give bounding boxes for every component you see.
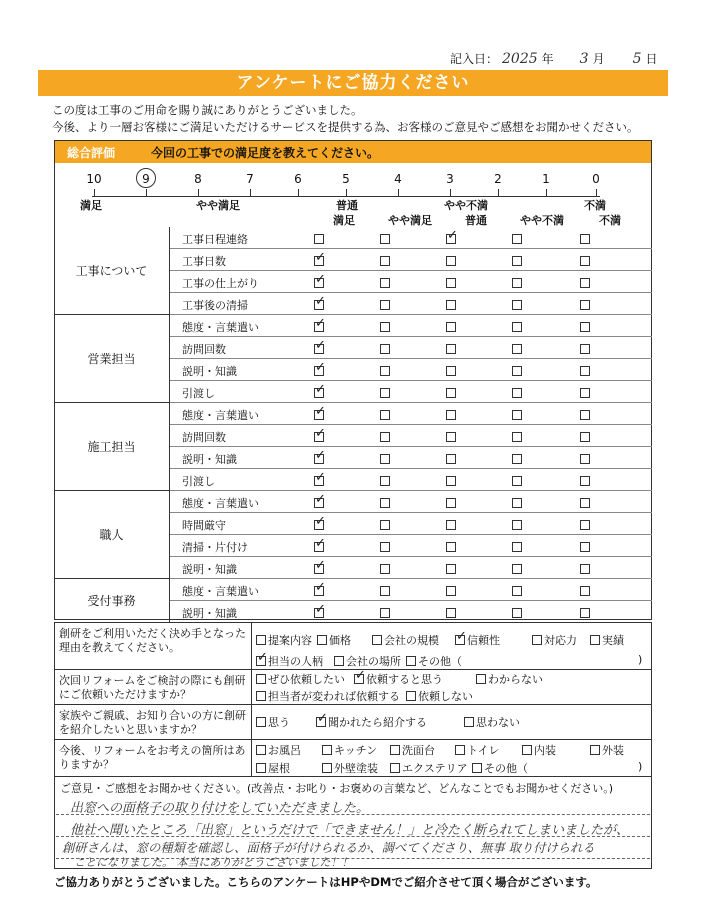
checkbox-square[interactable] — [464, 717, 474, 727]
rating-checkbox[interactable] — [580, 476, 590, 486]
satisfaction-label: 総合評価 — [67, 146, 116, 160]
option-label: キッチン — [334, 744, 378, 757]
option-checkbox[interactable] — [522, 742, 556, 758]
scale-tick — [498, 189, 499, 197]
option-label: その他（ — [484, 762, 528, 775]
date-year-unit: 年 — [541, 52, 554, 66]
rating-checkbox[interactable] — [512, 564, 522, 574]
option-checkbox[interactable] — [354, 671, 443, 687]
checkbox-square[interactable] — [256, 656, 266, 666]
checkbox-square[interactable] — [256, 745, 266, 755]
question-text: 創研をご利用いただく決め手となった理由を教えてください。 — [59, 627, 246, 654]
rating-checkbox[interactable] — [314, 322, 324, 332]
option-checkbox[interactable] — [406, 688, 473, 704]
rating-checkbox[interactable] — [314, 278, 324, 288]
option-checkbox[interactable] — [256, 760, 290, 776]
scale-number[interactable]: 7 — [246, 172, 254, 186]
scale-tick — [596, 189, 597, 197]
rating-checkbox[interactable] — [314, 564, 324, 574]
date-day[interactable]: 5 — [632, 51, 642, 67]
scale-tick — [250, 189, 251, 197]
checkbox-square[interactable] — [390, 763, 400, 773]
option-checkbox[interactable] — [455, 632, 500, 648]
option-label: エクステリア — [402, 762, 468, 775]
checkbox-square[interactable] — [390, 745, 400, 755]
rating-checkbox[interactable] — [580, 498, 590, 508]
checkbox-square[interactable] — [256, 691, 266, 701]
scale-label: 不満 — [584, 199, 606, 212]
scale-tick — [146, 189, 147, 197]
column-header: やや満足 — [388, 214, 432, 227]
checkbox-square[interactable] — [372, 635, 382, 645]
option-label: わからない — [488, 673, 543, 686]
checkbox-square[interactable] — [532, 635, 542, 645]
rating-checkbox[interactable] — [580, 278, 590, 288]
option-checkbox[interactable] — [316, 714, 427, 730]
option-label: ぜひ依頼したい — [268, 673, 345, 686]
scale-number[interactable]: 4 — [394, 172, 402, 186]
checkbox-square[interactable] — [316, 717, 326, 727]
comment-text[interactable]: 出窓への面格子の取り付けをしていただきました。 — [70, 801, 370, 816]
rating-checkbox[interactable] — [446, 366, 456, 376]
rating-checkbox[interactable] — [580, 564, 590, 574]
checkbox-square[interactable] — [256, 717, 266, 727]
rating-checkbox[interactable] — [446, 564, 456, 574]
rating-checkbox[interactable] — [446, 322, 456, 332]
footer-note: ご協力ありがとうございました。こちらのアンケートはHPやDMでご紹介させて頂く場合がございます。 — [54, 875, 598, 889]
question-text: 今後、リフォームをお考えの箇所はありますか？ — [59, 744, 246, 771]
row-label: 時間厳守 — [182, 519, 226, 532]
rating-checkbox[interactable] — [314, 542, 324, 552]
option-checkbox[interactable] — [476, 671, 543, 687]
checkbox-square[interactable] — [590, 635, 600, 645]
date-label: 記入日： — [450, 52, 499, 66]
option-checkbox[interactable] — [322, 760, 378, 776]
table-row — [170, 271, 652, 293]
rating-checkbox[interactable] — [446, 234, 456, 244]
option-label: 担当者が変われば依頼する — [268, 690, 400, 703]
rating-checkbox[interactable] — [512, 498, 522, 508]
rating-checkbox[interactable] — [380, 344, 390, 354]
rating-checkbox[interactable] — [446, 542, 456, 552]
question-divider — [251, 670, 252, 704]
checkbox-square[interactable] — [590, 745, 600, 755]
rating-checkbox[interactable] — [380, 454, 390, 464]
option-label: 価格 — [329, 634, 351, 647]
row-label: 態度・言葉遣い — [182, 585, 259, 598]
rating-checkbox[interactable] — [314, 454, 324, 464]
rating-checkbox[interactable] — [380, 388, 390, 398]
scale-number[interactable]: 0 — [592, 172, 600, 186]
rating-checkbox[interactable] — [314, 366, 324, 376]
scale-label: やや満足 — [196, 199, 240, 212]
rating-checkbox[interactable] — [314, 586, 324, 596]
table-row — [170, 227, 652, 249]
rating-checkbox[interactable] — [380, 476, 390, 486]
date-day-unit: 日 — [645, 52, 658, 66]
table-row — [170, 249, 652, 271]
comment-text[interactable]: 他社へ聞いたところ「出窓」というだけで「できません！」と冷たく断られてしまいましたが、 — [70, 823, 630, 838]
table-row — [170, 447, 652, 469]
checkbox-square[interactable] — [455, 745, 465, 755]
table-row — [170, 293, 652, 315]
option-label: 提案内容 — [268, 634, 312, 647]
scale-number[interactable]: 8 — [194, 172, 202, 186]
intro-line-1: この度は工事のご用命を賜り誠にありがとうございました。 — [52, 103, 363, 117]
rating-checkbox[interactable] — [580, 542, 590, 552]
rating-checkbox[interactable] — [512, 542, 522, 552]
option-checkbox[interactable] — [322, 742, 377, 758]
rating-checkbox[interactable] — [446, 608, 456, 618]
option-label: 外壁塗装 — [334, 762, 378, 775]
rating-checkbox[interactable] — [380, 300, 390, 310]
paren-close: ) — [638, 653, 643, 666]
rating-checkbox[interactable] — [380, 366, 390, 376]
rating-checkbox[interactable] — [380, 520, 390, 530]
checkbox-square[interactable] — [354, 674, 364, 684]
row-label: 訪問回数 — [182, 431, 226, 444]
table-row — [170, 315, 652, 337]
option-label: 依頼しない — [418, 690, 473, 703]
rating-checkbox[interactable] — [380, 410, 390, 420]
rating-checkbox[interactable] — [512, 300, 522, 310]
rating-checkbox[interactable] — [512, 608, 522, 618]
table-row — [170, 359, 652, 381]
table-row — [170, 557, 652, 579]
rating-checkbox[interactable] — [446, 278, 456, 288]
option-label: 担当の人柄 — [268, 655, 323, 668]
rating-checkbox[interactable] — [512, 454, 522, 464]
option-label: トイレ — [467, 744, 500, 757]
question-text: 次回リフォームをご検討の際にも創研 にご依頼いただけますか？ — [59, 674, 246, 701]
column-headers — [310, 212, 650, 226]
rating-checkbox[interactable] — [512, 366, 522, 376]
option-checkbox[interactable] — [256, 742, 301, 758]
rating-checkbox[interactable] — [314, 388, 324, 398]
scale-number[interactable]: 2 — [494, 172, 502, 186]
rating-checkbox[interactable] — [446, 454, 456, 464]
row-label: 説明・知識 — [182, 453, 237, 466]
checkbox-square[interactable] — [256, 674, 266, 684]
checkbox-square[interactable] — [455, 635, 465, 645]
rating-checkbox[interactable] — [580, 234, 590, 244]
row-label: 説明・知識 — [182, 607, 237, 620]
rating-checkbox[interactable] — [314, 344, 324, 354]
option-label: 会社の規模 — [384, 634, 439, 647]
rating-checkbox[interactable] — [446, 300, 456, 310]
date-month[interactable]: 3 — [579, 51, 589, 67]
rating-checkbox[interactable] — [512, 388, 522, 398]
row-label: 引渡し — [182, 387, 215, 400]
rating-checkbox[interactable] — [580, 388, 590, 398]
option-label: 屋根 — [268, 762, 290, 775]
checkbox-square[interactable] — [522, 745, 532, 755]
option-checkbox[interactable] — [317, 632, 351, 648]
rating-checkbox[interactable] — [512, 432, 522, 442]
option-checkbox[interactable] — [406, 653, 643, 669]
rating-checkbox[interactable] — [580, 322, 590, 332]
rating-checkbox[interactable] — [580, 300, 590, 310]
option-label: その他（ — [418, 655, 462, 668]
page-title: アンケートにご協力ください — [38, 70, 668, 96]
rating-checkbox[interactable] — [380, 564, 390, 574]
option-label: 思わない — [476, 716, 520, 729]
satisfaction-scale[interactable] — [80, 172, 620, 212]
row-label: 態度・言葉遣い — [182, 409, 259, 422]
rating-checkbox[interactable] — [314, 234, 324, 244]
rating-checkbox[interactable] — [446, 498, 456, 508]
group-label: 施工担当 — [54, 403, 170, 491]
table-row — [170, 381, 652, 403]
checkbox-square[interactable] — [256, 763, 266, 773]
option-label: 聞かれたら紹介する — [328, 716, 427, 729]
rating-checkbox[interactable] — [314, 256, 324, 266]
rating-checkbox[interactable] — [512, 410, 522, 420]
scale-tick — [198, 189, 199, 197]
row-label: 訪問回数 — [182, 343, 226, 356]
rating-checkbox[interactable] — [380, 234, 390, 244]
rating-checkbox[interactable] — [314, 498, 324, 508]
rating-checkbox[interactable] — [580, 410, 590, 420]
comment-text[interactable]: ことになりました。 本当にありがとうございました！！ — [74, 856, 353, 869]
date-year[interactable]: 2025 — [502, 51, 538, 67]
comment-text[interactable]: 創研さんは、窓の種類を確認し、面格子が付けられるか、調べてくださり、無事 取り付けられる — [62, 841, 595, 855]
rating-checkbox[interactable] — [580, 520, 590, 530]
rating-checkbox[interactable] — [446, 410, 456, 420]
row-label: 清掃・片付け — [182, 541, 248, 554]
option-label: 対応力 — [544, 634, 577, 647]
selected-score-circle — [136, 168, 156, 188]
scale-number[interactable]: 10 — [86, 172, 102, 186]
rating-checkbox[interactable] — [446, 388, 456, 398]
rating-checkbox[interactable] — [512, 344, 522, 354]
table-row — [170, 337, 652, 359]
rating-checkbox[interactable] — [314, 432, 324, 442]
scale-number[interactable]: 5 — [342, 172, 350, 186]
rating-checkbox[interactable] — [314, 520, 324, 530]
table-row — [170, 469, 652, 491]
rating-checkbox[interactable] — [580, 586, 590, 596]
row-label: 態度・言葉遣い — [182, 497, 259, 510]
group-label: 職人 — [54, 491, 170, 579]
scale-number[interactable]: 6 — [294, 172, 302, 186]
row-label: 態度・言葉遣い — [182, 321, 259, 334]
column-header: 満足 — [333, 214, 355, 227]
column-header: 不満 — [599, 214, 621, 227]
table-row — [170, 425, 652, 447]
rating-checkbox[interactable] — [446, 256, 456, 266]
row-label: 工事日程連絡 — [182, 233, 248, 246]
option-label: お風呂 — [268, 744, 301, 757]
rating-checkbox[interactable] — [512, 586, 522, 596]
question-text: 家族やご親戚、お知り合いの方に創研を紹介したいと思いますか？ — [59, 709, 246, 736]
checkbox-square[interactable] — [322, 745, 332, 755]
scale-tick — [346, 189, 347, 197]
scale-number[interactable]: 3 — [446, 172, 454, 186]
rating-checkbox[interactable] — [314, 608, 324, 618]
group-label: 営業担当 — [54, 315, 170, 403]
option-checkbox[interactable] — [372, 632, 439, 648]
rating-checkbox[interactable] — [580, 256, 590, 266]
option-checkbox[interactable] — [256, 632, 312, 648]
option-label: 実績 — [602, 634, 624, 647]
scale-tick — [546, 189, 547, 197]
row-label: 工事日数 — [182, 255, 226, 268]
checkbox-square[interactable] — [317, 635, 327, 645]
row-label: 説明・知識 — [182, 365, 237, 378]
option-checkbox[interactable] — [390, 760, 468, 776]
group-label: 受付事務 — [54, 579, 170, 623]
option-checkbox[interactable] — [590, 632, 624, 648]
rating-checkbox[interactable] — [512, 476, 522, 486]
scale-tick — [398, 189, 399, 197]
option-checkbox[interactable] — [256, 714, 290, 730]
rating-checkbox[interactable] — [512, 234, 522, 244]
rating-checkbox[interactable] — [446, 586, 456, 596]
rating-checkbox[interactable] — [512, 256, 522, 266]
satisfaction-header — [55, 141, 651, 163]
rating-checkbox[interactable] — [446, 432, 456, 442]
scale-tick — [94, 189, 95, 197]
rating-checkbox[interactable] — [314, 476, 324, 486]
rating-checkbox[interactable] — [314, 410, 324, 420]
scale-label: 普通 — [336, 199, 358, 212]
table-row — [170, 535, 652, 557]
option-label: 内装 — [534, 744, 556, 757]
row-label: 工事の仕上がり — [182, 277, 259, 290]
rating-checkbox[interactable] — [380, 498, 390, 508]
option-label: 信頼性 — [467, 634, 500, 647]
rating-checkbox[interactable] — [380, 278, 390, 288]
rating-checkbox[interactable] — [580, 366, 590, 376]
checkbox-square[interactable] — [472, 763, 482, 773]
checkbox-square[interactable] — [406, 656, 416, 666]
option-checkbox[interactable] — [390, 742, 435, 758]
rating-checkbox[interactable] — [580, 608, 590, 618]
row-label: 引渡し — [182, 475, 215, 488]
checkbox-square[interactable] — [406, 691, 416, 701]
option-label: 外装 — [602, 744, 624, 757]
scale-tick — [450, 189, 451, 197]
checkbox-square[interactable] — [256, 635, 266, 645]
date-month-unit: 月 — [592, 52, 605, 66]
rating-checkbox[interactable] — [580, 454, 590, 464]
option-label: 依頼すると思う — [366, 673, 443, 686]
rating-checkbox[interactable] — [580, 344, 590, 354]
column-header: やや不満 — [520, 214, 564, 227]
option-label: 思う — [268, 716, 290, 729]
column-header: 普通 — [465, 214, 487, 227]
satisfaction-question: 今回の工事での満足度を教えてください。 — [151, 146, 380, 160]
scale-tick — [298, 189, 299, 197]
scale-number[interactable]: 9 — [142, 172, 150, 186]
option-checkbox[interactable] — [472, 760, 643, 776]
option-label: 洗面台 — [402, 744, 435, 757]
rating-checkbox[interactable] — [380, 256, 390, 266]
option-checkbox[interactable] — [256, 671, 345, 687]
table-row — [170, 579, 652, 601]
scale-label: 満足 — [80, 199, 102, 212]
rating-checkbox[interactable] — [380, 322, 390, 332]
question-divider — [251, 623, 252, 669]
row-label: 説明・知識 — [182, 563, 237, 576]
rating-checkbox[interactable] — [380, 608, 390, 618]
option-checkbox[interactable] — [464, 714, 520, 730]
group-label: 工事について — [54, 227, 170, 315]
rating-checkbox[interactable] — [446, 344, 456, 354]
option-checkbox[interactable] — [256, 653, 323, 669]
intro-line-2: 今後、より一層お客様にご満足いただけるサービスを提供する為、お客様のご意見やご感想をお聞かせください。 — [52, 120, 639, 134]
rating-checkbox[interactable] — [446, 520, 456, 530]
option-checkbox[interactable] — [455, 742, 499, 758]
rating-checkbox[interactable] — [512, 322, 522, 332]
rating-checkbox[interactable] — [512, 278, 522, 288]
table-row — [170, 403, 652, 425]
checkbox-square[interactable] — [476, 674, 486, 684]
rating-checkbox[interactable] — [380, 432, 390, 442]
table-row — [170, 491, 652, 513]
option-checkbox[interactable] — [532, 632, 577, 648]
table-row — [170, 601, 652, 623]
table-row — [170, 513, 652, 535]
option-checkbox[interactable] — [256, 688, 400, 704]
rating-checkbox[interactable] — [314, 300, 324, 310]
checkbox-square[interactable] — [334, 656, 344, 666]
entry-date — [450, 50, 658, 67]
paren-close: ) — [638, 760, 643, 773]
row-label: 工事後の清掃 — [182, 299, 248, 312]
rating-checkbox[interactable] — [380, 542, 390, 552]
scale-label: やや不満 — [444, 199, 488, 212]
checkbox-square[interactable] — [322, 763, 332, 773]
question-divider — [251, 740, 252, 776]
rating-checkbox[interactable] — [512, 520, 522, 530]
scale-number[interactable]: 1 — [542, 172, 550, 186]
rating-checkbox[interactable] — [380, 586, 390, 596]
option-checkbox[interactable] — [334, 653, 401, 669]
question-divider — [251, 705, 252, 739]
comment-prompt: ご意見・ご感想をお聞かせください。(改善点・お叱り・お褒めの言葉など、どんなことでもお聞かせください。) — [60, 782, 614, 795]
rating-checkbox[interactable] — [580, 432, 590, 442]
option-label: 会社の場所 — [346, 655, 401, 668]
rating-checkbox[interactable] — [446, 476, 456, 486]
option-checkbox[interactable] — [590, 742, 624, 758]
